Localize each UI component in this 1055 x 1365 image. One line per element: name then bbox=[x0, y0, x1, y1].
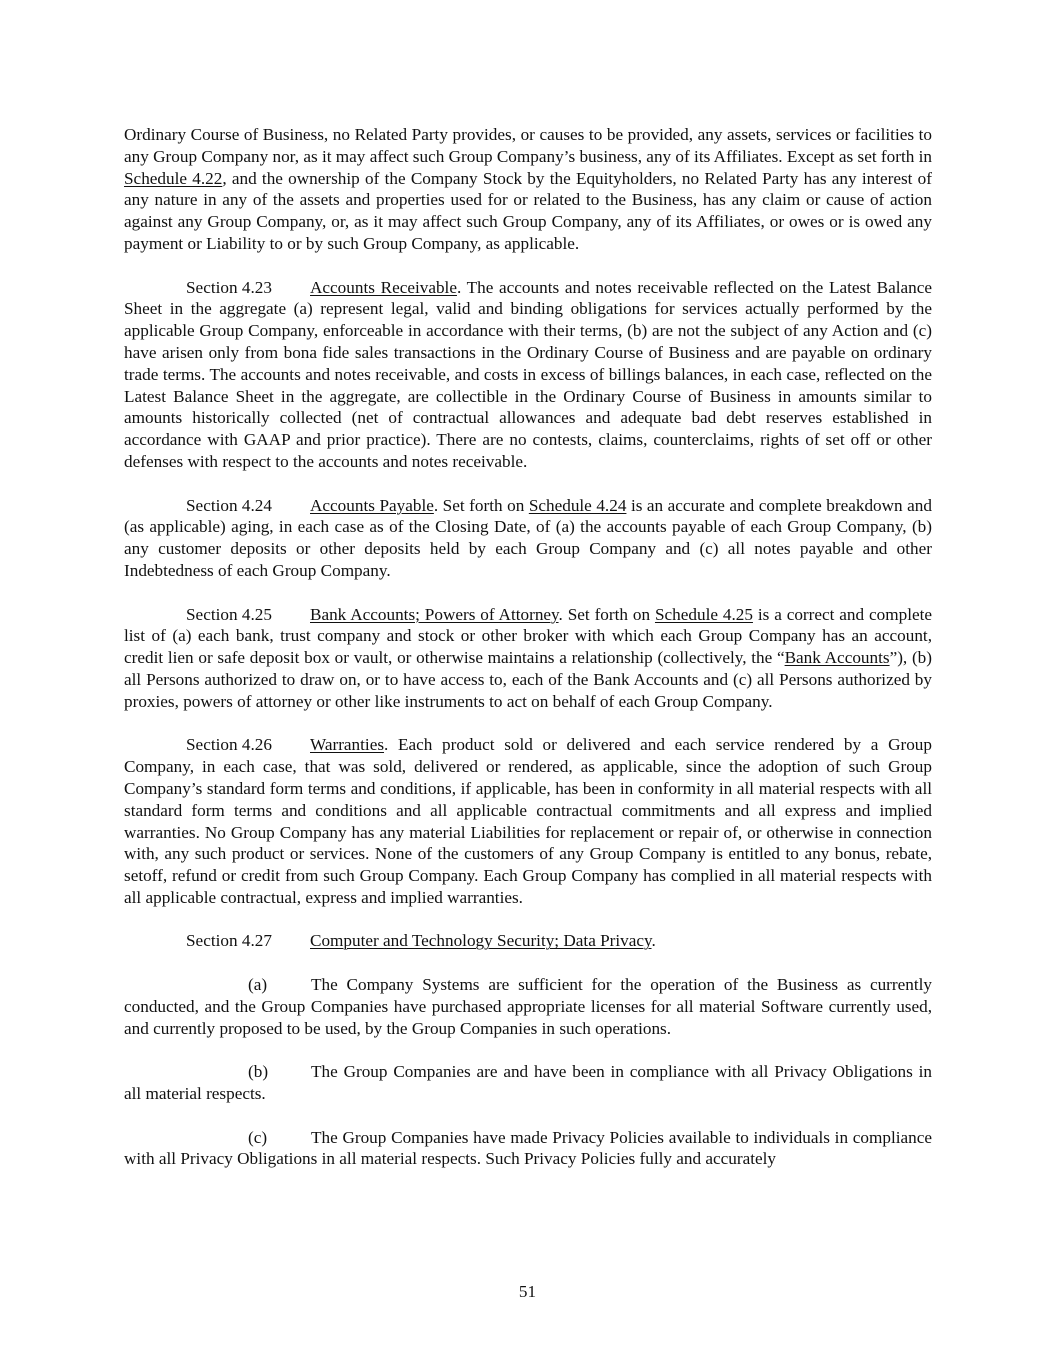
section-number: Section 4.24 bbox=[186, 495, 272, 515]
section-body: is an accurate and complete breakdown and (as applicable) aging, in each case as of the Closing Date, of (a) the accounts payable of each Group Company, (b) any customer deposits or other deposits held by each Group Company and (c) all notes payable and other Indebtedness of each Group Company. bbox=[124, 495, 932, 580]
section-body: . Set forth on bbox=[433, 495, 529, 515]
section-4-23 bbox=[124, 277, 932, 473]
subsection-label: (b) bbox=[248, 1062, 269, 1082]
section-4-25 bbox=[124, 604, 932, 713]
document-page bbox=[124, 124, 932, 1192]
section-body: . Set forth on bbox=[558, 604, 655, 624]
section-title: Accounts Receivable bbox=[310, 277, 457, 297]
bank-accounts-defined-term: Bank Accounts bbox=[784, 648, 890, 668]
subsection-label: (c) bbox=[248, 1127, 268, 1147]
paragraph-text: Ordinary Course of Business, no Related Party provides, or causes to be provided, any assets, services or facilities to any Group Company nor, as it may affect such Group Company’s business, any of its Affiliates. Except as set forth in bbox=[124, 125, 932, 166]
section-title: Accounts Payable bbox=[310, 495, 434, 515]
section-number: Section 4.27 bbox=[186, 931, 272, 951]
schedule-4-25-reference: Schedule 4.25 bbox=[654, 604, 753, 624]
section-title: Warranties bbox=[310, 735, 385, 755]
subsection-a bbox=[124, 974, 932, 1039]
subsection-label: (a) bbox=[248, 975, 268, 995]
section-number: Section 4.23 bbox=[186, 277, 272, 297]
section-number: Section 4.26 bbox=[186, 735, 272, 755]
section-body: is a correct and complete list of (a) each bank, trust company and stock or other broker with which each Group Company has an account, credit lien or safe deposit box or vault, or otherwise maintains a relationship (collectively, the “ bbox=[124, 604, 933, 668]
section-title: Bank Accounts; Powers of Attorney bbox=[310, 604, 559, 624]
section-body: . bbox=[651, 931, 656, 951]
subsection-body: The Group Companies have made Privacy Policies available to individuals in compliance with all Privacy Obligations in all material respects. Such Privacy Policies fully and accurately bbox=[124, 1127, 932, 1169]
subsection-body: The Group Companies are and have been in compliance with all Privacy Obligations in all material respects. bbox=[124, 1062, 932, 1104]
subsection-body: The Company Systems are sufficient for the operation of the Business as currently conducted, and the Group Companies have purchased appropriate licenses for all material Software currently used, and currently proposed to be used, by the Group Companies in such operations. bbox=[124, 975, 932, 1038]
paragraph-related-party bbox=[124, 124, 932, 255]
section-number: Section 4.25 bbox=[186, 604, 272, 624]
subsection-c bbox=[124, 1127, 932, 1171]
section-body: ”), (b) all Persons authorized to draw on, or to have access to, each of the Bank Accounts and (c) all Persons authorized by proxies, powers of attorney or other like instruments to act on behalf of each Group Company. bbox=[124, 648, 932, 711]
section-4-26 bbox=[124, 734, 932, 908]
paragraph-text: , and the ownership of the Company Stock by the Equityholders, no Related Party has any interest of any nature in any of the assets and properties used for or related to the Business, has any claim or cause of action against any Group Company, or, as it may affect such Group Company, any of its Affiliates, or owes or is owed any payment or Liability to or by such Group Company, as applicable. bbox=[124, 168, 932, 253]
section-4-24 bbox=[124, 495, 932, 582]
schedule-4-22-reference: Schedule 4.22 bbox=[124, 168, 223, 188]
section-body: . The accounts and notes receivable reflected on the Latest Balance Sheet in the aggregate (a) represent legal, valid and binding obligations for services actually performed by the applicable Group Company, enforceable in accordance with their terms, (b) are not the subject of any Action and (c) have arisen only from bona fide sales transactions in the Ordinary Course of Business and are payable on ordinary trade terms. The accounts and notes receivable, and costs in excess of billings balances, in each case, reflected on the Latest Balance Sheet in the aggregate, are collectible in the Ordinary Course of Business in amounts similar to amounts historically collected (net of contractual allowances and adequate bad debt reserves established in accordance with GAAP and prior practice). There are no contests, claims, counterclaims, rights of set off or other defenses with respect to the accounts and notes receivable. bbox=[124, 277, 932, 471]
page-number: 51 bbox=[518, 1282, 537, 1301]
section-title: Computer and Technology Security; Data Privacy bbox=[310, 931, 652, 951]
schedule-4-24-reference: Schedule 4.24 bbox=[528, 495, 627, 515]
section-4-27 bbox=[124, 930, 932, 952]
section-body: . Each product sold or delivered and each service rendered by a Group Company, in each case, that was sold, delivered or rendered, as applicable, since the adoption of such Group Company’s standard form terms and conditions, if applicable, has been in conformity in all material respects with all standard form terms and conditions and all applicable contractual commitments and all express and implied warranties. No Group Company has any material Liabilities for replacement or repair of, or otherwise in connection with, any such product or services. None of the customers of any Group Company is entitled to any bonus, rebate, setoff, refund or credit from such Group Company. Each Group Company has complied in all material respects with all applicable contractual, express and implied warranties. bbox=[124, 735, 932, 907]
subsection-b bbox=[124, 1061, 932, 1105]
